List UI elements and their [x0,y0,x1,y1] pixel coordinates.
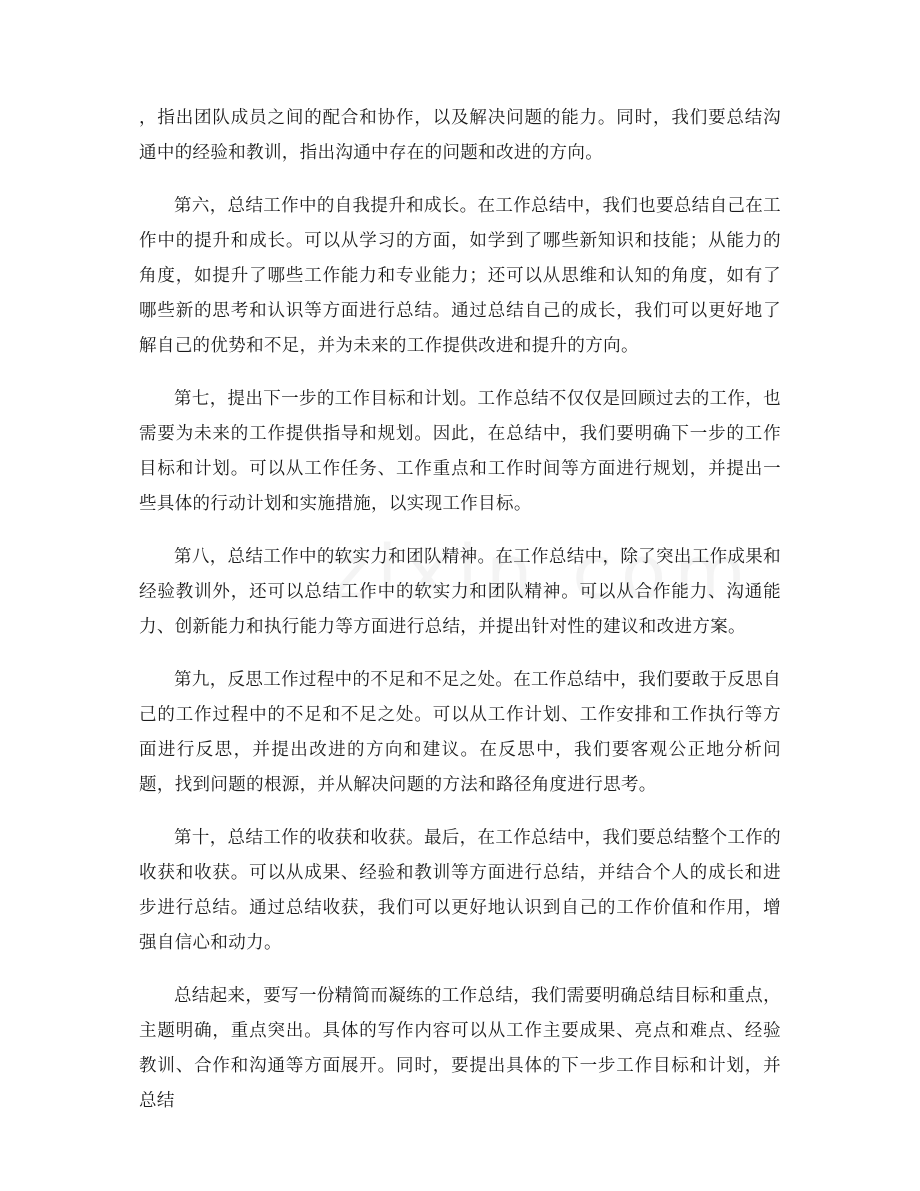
paragraph-sixth: 第六，总结工作中的自我提升和成长。在工作总结中，我们也要总结自己在工作中的提升和成长。可以从学习的方面，如学到了哪些新知识和技能；从能力的角度，如提升了哪些工作能力和专业能力；还可以从思维和认知的角度，如有了哪些新的思考和认识等方面进行总结。通过总结自己的成长，我们可以更好地了解自己的优势和不足，并为未来的工作提供改进和提升的方向。 [139,196,781,356]
paragraph-continuation: ，指出团队成员之间的配合和协作，以及解决问题的能力。同时，我们要总结沟通中的经验和教训，指出沟通中存在的问题和改进的方向。 [139,108,781,163]
paragraph-eighth: 第八，总结工作中的软实力和团队精神。在工作总结中，除了突出工作成果和经验教训外，还可以总结工作中的软实力和团队精神。可以从合作能力、沟通能力、创新能力和执行能力等方面进行总结，并提出针对性的建议和改进方案。 [139,547,781,637]
paragraph-conclusion: 总结起来，要写一份精简而凝练的工作总结，我们需要明确总结目标和重点，主题明确，重点突出。具体的写作内容可以从工作主要成果、亮点和难点、经验教训、合作和沟通等方面展开。同时，要提出具体的下一步工作目标和计划，并总结 [139,986,781,1111]
paragraph-seventh: 第七，提出下一步的工作目标和计划。工作总结不仅仅是回顾过去的工作，也需要为未来的工作提供指导和规划。因此，在总结中，我们要明确下一步的工作目标和计划。可以从工作任务、工作重点和工作时间等方面进行规划，并提出一些具体的行动计划和实施措施，以实现工作目标。 [139,389,781,514]
paragraph-ninth: 第九，反思工作过程中的不足和不足之处。在工作总结中，我们要敢于反思自己的工作过程中的不足和不足之处。可以从工作计划、工作安排和工作执行等方面进行反思，并提出改进的方向和建议。在反思中，我们要客观公正地分析问题，找到问题的根源，并从解决问题的方法和路径角度进行思考。 [139,670,781,795]
paragraph-tenth: 第十，总结工作的收获和收获。最后，在工作总结中，我们要总结整个工作的收获和收获。可以从成果、经验和教训等方面进行总结，并结合个人的成长和进步进行总结。通过总结收获，我们可以更好地认识到自己的工作价值和作用，增强自信心和动力。 [139,828,781,953]
document-body [139,101,781,1137]
